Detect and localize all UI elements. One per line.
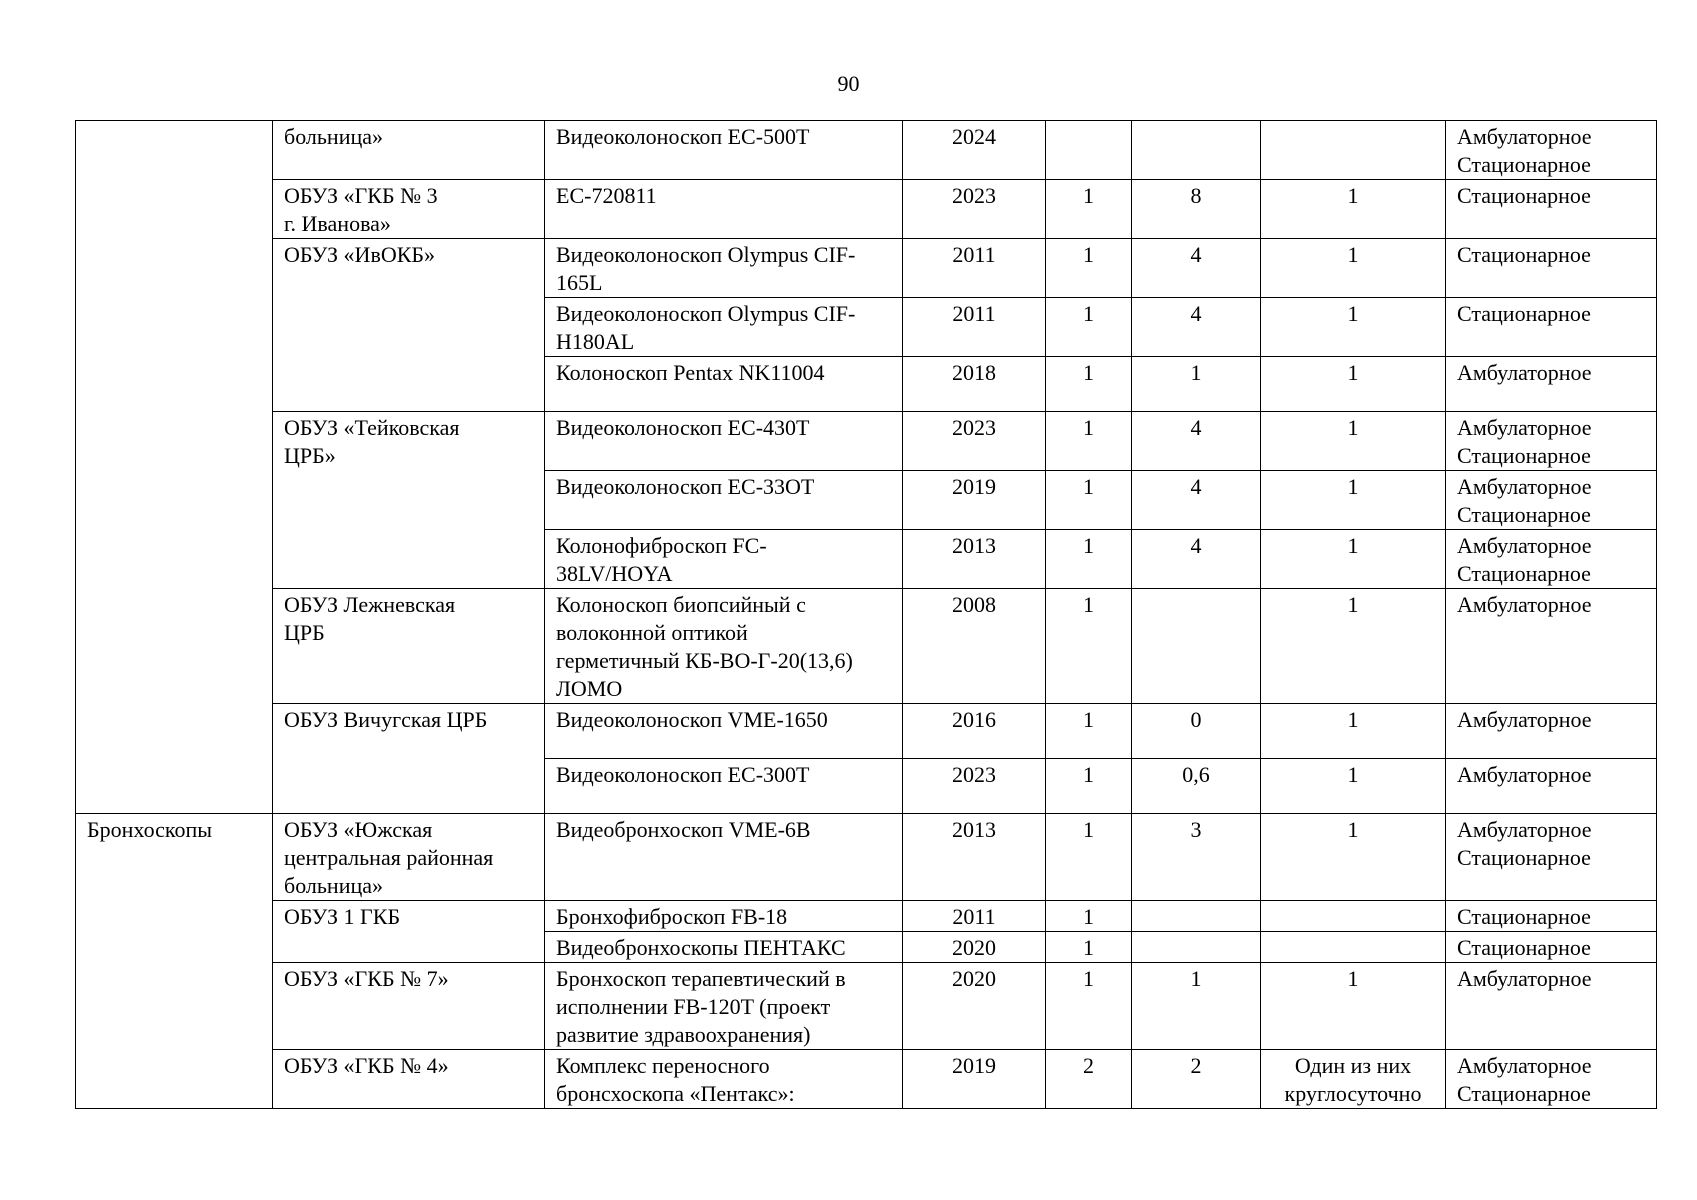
device-cell: Бронхофиброскоп FB-18 [545,901,903,932]
device-cell: Видеоколоноскоп VME-1650 [545,704,903,759]
mode-cell: Стационарное [1446,932,1657,963]
device-cell: ЕС-720811 [545,180,903,239]
device-cell: Видеоколоноскоп Olympus CIF- H180AL [545,298,903,357]
shift-cell: 1 [1261,412,1446,471]
year-cell: 2011 [903,901,1046,932]
shift-cell: 1 [1261,759,1446,814]
load-cell: 0,6 [1132,759,1261,814]
year-cell: 2008 [903,589,1046,704]
year-cell: 2023 [903,412,1046,471]
count-cell: 1 [1046,239,1132,298]
shift-cell [1261,121,1446,180]
mode-cell: Амбулаторное Стационарное [1446,471,1657,530]
year-cell: 2023 [903,759,1046,814]
shift-cell: 1 [1261,239,1446,298]
load-cell: 4 [1132,298,1261,357]
year-cell: 2016 [903,704,1046,759]
org-cell: ОБУЗ «ГКБ № 4» [273,1050,545,1109]
load-cell: 4 [1132,412,1261,471]
load-cell [1132,932,1261,963]
shift-cell: 1 [1261,814,1446,901]
count-cell: 1 [1046,759,1132,814]
table-row [76,704,1657,759]
shift-cell: 1 [1261,471,1446,530]
table-row [76,1050,1657,1109]
shift-cell [1261,901,1446,932]
device-cell: Видеобронхоскоп VME-6B [545,814,903,901]
load-cell: 8 [1132,180,1261,239]
page-number: 90 [837,71,860,96]
count-cell: 1 [1046,963,1132,1050]
count-cell: 1 [1046,471,1132,530]
shift-cell: 1 [1261,963,1446,1050]
table-row [76,589,1657,704]
year-cell: 2020 [903,932,1046,963]
count-cell: 1 [1046,530,1132,589]
device-cell: Видеобронхоскопы ПЕНТАКС [545,932,903,963]
count-cell: 1 [1046,704,1132,759]
year-cell: 2024 [903,121,1046,180]
shift-cell: Один из них круглосуточно [1261,1050,1446,1109]
device-cell: Колонофиброскоп FC- 38LV/HOYA [545,530,903,589]
mode-cell: Амбулаторное [1446,759,1657,814]
category-cell: Бронхоскопы [76,814,273,1109]
count-cell: 1 [1046,814,1132,901]
mode-cell: Амбулаторное [1446,357,1657,412]
count-cell: 1 [1046,589,1132,704]
org-cell: больница» [273,121,545,180]
count-cell [1046,121,1132,180]
mode-cell: Стационарное [1446,239,1657,298]
mode-cell: Амбулаторное [1446,963,1657,1050]
org-cell: ОБУЗ Вичугская ЦРБ [273,704,545,814]
mode-cell: Амбулаторное Стационарное [1446,412,1657,471]
count-cell: 1 [1046,932,1132,963]
load-cell [1132,589,1261,704]
load-cell: 1 [1132,963,1261,1050]
table-row [76,239,1657,298]
year-cell: 2019 [903,1050,1046,1109]
year-cell: 2011 [903,298,1046,357]
mode-cell: Амбулаторное [1446,589,1657,704]
year-cell: 2013 [903,814,1046,901]
mode-cell: Амбулаторное Стационарное [1446,1050,1657,1109]
table-row [76,121,1657,180]
mode-cell: Стационарное [1446,901,1657,932]
count-cell: 1 [1046,298,1132,357]
load-cell: 4 [1132,239,1261,298]
year-cell: 2023 [903,180,1046,239]
load-cell: 1 [1132,357,1261,412]
category-cell [76,121,273,814]
table-row [76,412,1657,471]
device-cell: Бронхоскоп терапевтический в исполнении FB-120T (проект развитие здравоохранения) [545,963,903,1050]
org-cell: ОБУЗ «ГКБ № 7» [273,963,545,1050]
load-cell: 2 [1132,1050,1261,1109]
org-cell: ОБУЗ Лежневская ЦРБ [273,589,545,704]
shift-cell: 1 [1261,530,1446,589]
shift-cell: 1 [1261,180,1446,239]
shift-cell: 1 [1261,357,1446,412]
device-cell: Видеоколоноскоп ЕС-500Т [545,121,903,180]
count-cell: 2 [1046,1050,1132,1109]
device-cell: Видеоколоноскоп ЕС-33ОТ [545,471,903,530]
device-cell: Видеоколоноскоп ЕС-300Т [545,759,903,814]
load-cell [1132,121,1261,180]
mode-cell: Амбулаторное [1446,704,1657,759]
mode-cell: Стационарное [1446,298,1657,357]
year-cell: 2013 [903,530,1046,589]
load-cell: 4 [1132,471,1261,530]
count-cell: 1 [1046,180,1132,239]
shift-cell: 1 [1261,298,1446,357]
mode-cell: Амбулаторное Стационарное [1446,814,1657,901]
device-cell: Видеоколоноскоп ЕС-430Т [545,412,903,471]
device-cell: Колоноскоп биопсийный с волоконной оптикой герметичный КБ-ВО-Г-20(13,6) ЛОМО [545,589,903,704]
shift-cell: 1 [1261,589,1446,704]
table-row [76,814,1657,901]
org-cell: ОБУЗ «ИвОКБ» [273,239,545,412]
shift-cell: 1 [1261,704,1446,759]
table-row [76,901,1657,932]
org-cell: ОБУЗ «Тейковская ЦРБ» [273,412,545,589]
org-cell: ОБУЗ «Южская центральная районная больница» [273,814,545,901]
equipment-table [75,120,1657,1109]
table-row [76,963,1657,1050]
device-cell: Колоноскоп Pentax NK11004 [545,357,903,412]
org-cell: ОБУЗ «ГКБ № 3 г. Иванова» [273,180,545,239]
mode-cell: Амбулаторное Стационарное [1446,530,1657,589]
org-cell: ОБУЗ 1 ГКБ [273,901,545,963]
load-cell: 0 [1132,704,1261,759]
year-cell: 2019 [903,471,1046,530]
load-cell: 4 [1132,530,1261,589]
table-row [76,180,1657,239]
load-cell [1132,901,1261,932]
count-cell: 1 [1046,357,1132,412]
count-cell: 1 [1046,412,1132,471]
device-cell: Комплекс переносного бронсхоскопа «Пентакс»: [545,1050,903,1109]
mode-cell: Амбулаторное Стационарное [1446,121,1657,180]
year-cell: 2020 [903,963,1046,1050]
year-cell: 2018 [903,357,1046,412]
count-cell: 1 [1046,901,1132,932]
load-cell: 3 [1132,814,1261,901]
mode-cell: Стационарное [1446,180,1657,239]
year-cell: 2011 [903,239,1046,298]
device-cell: Видеоколоноскоп Olympus CIF- 165L [545,239,903,298]
shift-cell [1261,932,1446,963]
